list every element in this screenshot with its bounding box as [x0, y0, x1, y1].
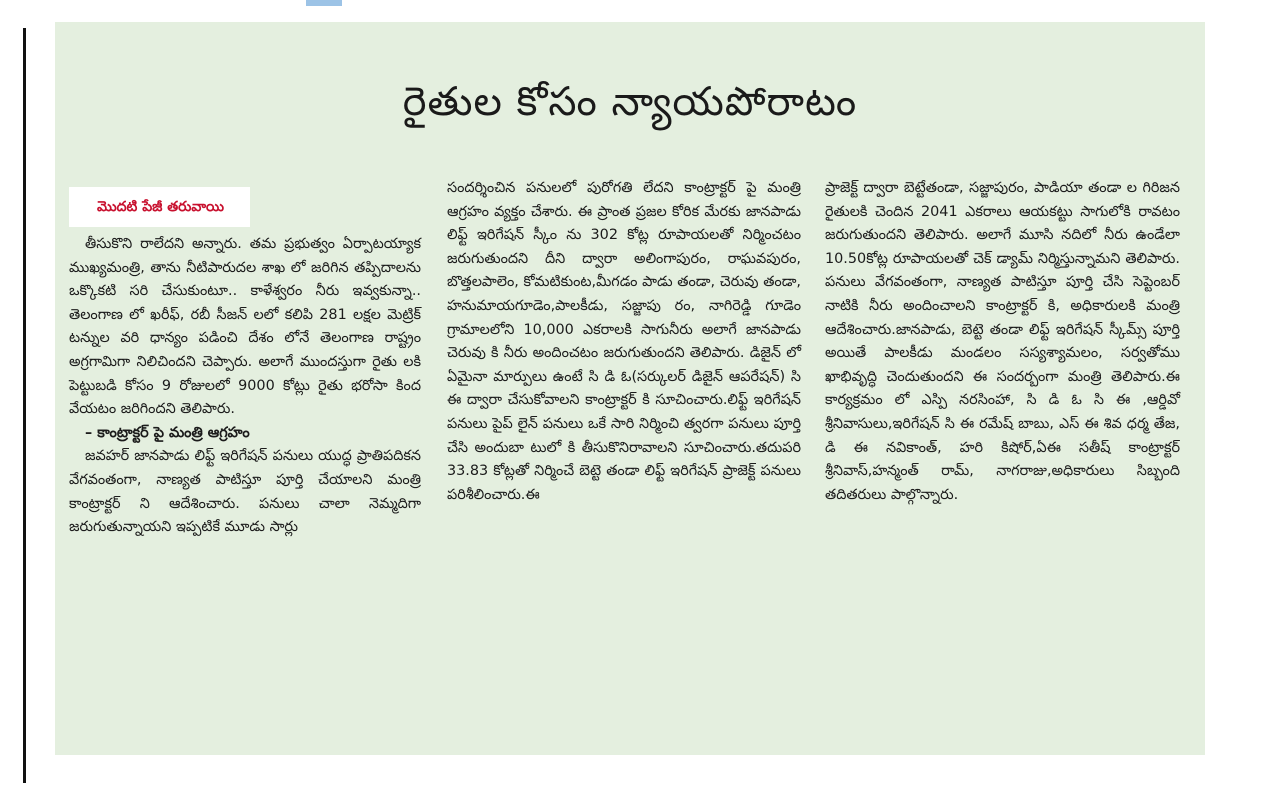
headline: రైతుల కోసం న్యాయపోరాటం: [402, 79, 858, 125]
top-edge-mark: [306, 0, 342, 6]
subheading: – కాంట్రాక్టర్ పై మంత్రి ఆగ్రహం: [85, 424, 250, 441]
paragraph: సందర్శించిన పనులలో పురోగతి లేదని కాంట్రాక్టర్ పై మంత్రి ఆగ్రహం వ్యక్తం చేశారు. ఈ ప్రాంత ప్రజల కోరిక మేరకు జానపాడు లిఫ్ట్ ఇరిగేషన్ స్కీం ను 302 కోట్ల రూపాయలతో నిర్మించటం జరుగుతుందని దీని ద్వారా అలింగాపురం, రాఘవపురం, బొత్తలపాలెం, కోమటికుంట,మీగడం పాడు తండా, చెరువు తండా, హనుమాయగూడెం,పాలకీడు, సజ్జాపు రం, నాగిరెడ్డి గూడెం గ్రామాలలోని 10,000 ఎకరాలకి సాగునీరు అలాగే జానపాడు చెరువు కి నీరు అందించటం జరుగుతుందని తెలిపారు. డిజైన్ లో ఏమైనా మార్పులు ఉంటే సి డి ఓ(సర్కులర్ డిజైన్ ఆపరేషన్) సి ఈ ద్వారా చేసుకోవాలని కాంట్రాక్టర్ కి సూచించారు.లిఫ్ట్ ఇరిగేషన్ పనులు పైప్ లైన్ పనులు ఒకే సారి నిర్మించి త్వరగా పనులు పూర్తి చేసి అందుబా టులో కి తీసుకొనిరావాలని సూచించారు.తదుపరి 33.83 కోట్లతో నిర్మించే బెట్టె తండా లిఫ్ట్ ఇరిగేషన్ ప్రాజెక్ట్ పనులు పరిశీలించారు.ఈ: [447, 180, 801, 503]
left-column-rule: [23, 28, 26, 783]
paragraph: ప్రాజెక్ట్ ద్వారా బెట్టేతండా, సజ్జాపురం, పాడియా తండా ల గిరిజన రైతులకి చెందిన 2041 ఎకరాలు ఆయకట్టు సాగులోకి రావటం జరుగుతుందని తెలిపారు. అలాగే మూసి నదిలో నీరు ఉండేలా 10.50కోట్ల రూపాయలతో చెక్ డ్యామ్ నిర్మిస్తున్నామని తెలిపారు. పనులు వేగవంతంగా, నాణ్యత పాటిస్తూ పూర్తి చేసి సెప్టెంబర్ నాటికి నీరు అందించాలని కాంట్రాక్టర్ కి, అధికారులకి మంత్రి ఆదేశించారు.జానపాడు, బెట్టె తండా లిఫ్ట్ ఇరిగేషన్ స్కీమ్స్ పూర్తి అయితే పాలకీడు మండలం సస్యశ్యామలం, సర్వతోము ఖాభివృద్ధి చెందుతుందని ఈ సందర్బంగా మంత్రి తెలిపారు.ఈ కార్యక్రమం లో ఎస్పి నరసింహా, సి డి ఓ సి ఈ ,ఆర్డివో శ్రీనివాసులు,ఇరిగేషన్ సి ఈ రమేష్ బాబు, ఎస్ ఈ శివ ధర్మ తేజ, డి ఈ నవికాంత్, హరి కిషోర్,ఏఈ సతీష్ కాంట్రాక్టర్ శ్రీనివాస్,హన్మంత్ రామ్, నాగరాజు,అధికారులు సిబ్బంది తదితరులు పాల్గొన్నారు.: [825, 180, 1180, 503]
article-column-2: [447, 177, 801, 507]
news-article: [55, 22, 1205, 755]
article-column-1: [69, 187, 421, 540]
continued-from-front-page-label: మొదటి పేజీ తరువాయి: [69, 187, 250, 227]
article-column-3: [825, 177, 1180, 507]
paragraph: జవహర్ జానపాడు లిఫ్ట్ ఇరిగేషన్ పనులు యుద్ధ ప్రాతిపదికన వేగవంతంగా, నాణ్యత పాటిస్తూ పూర్తి చేయాలని మంత్రి కాంట్రాక్టర్ ని ఆదేశించారు. పనులు చాలా నెమ్మదిగా జరుగుతున్నాయని ఇప్పటికే మూడు సార్లు: [69, 448, 421, 536]
paragraph: తీసుకొని రాలేదని అన్నారు. తమ ప్రభుత్వం ఏర్పాటయ్యాక ముఖ్యమంత్రి, తాను నీటిపారుదల శాఖ లో జరిగిన తప్పిదాలను ఒక్కొకటి సరి చేసుకుంటూ.. కాళేశ్వరం నీరు ఇవ్వకున్నా.. తెలంగాణ లో ఖరీఫ్, రబీ సీజన్ లలో కలిపి 281 లక్షల మెట్రిక్ టన్నుల వరి ధాన్యం పడించి దేశం లోనే తెలంగాణ రాష్ట్రం అగ్రగామిగా నిలిచిందని చెప్పారు. అలాగే ముందస్తుగా రైతు లకి పెట్టుబడి కోసం 9 రోజులలో 9000 కోట్లు రైతు భరోసా కింద వేయటం జరిగిందని తెలిపారు.: [69, 236, 421, 418]
